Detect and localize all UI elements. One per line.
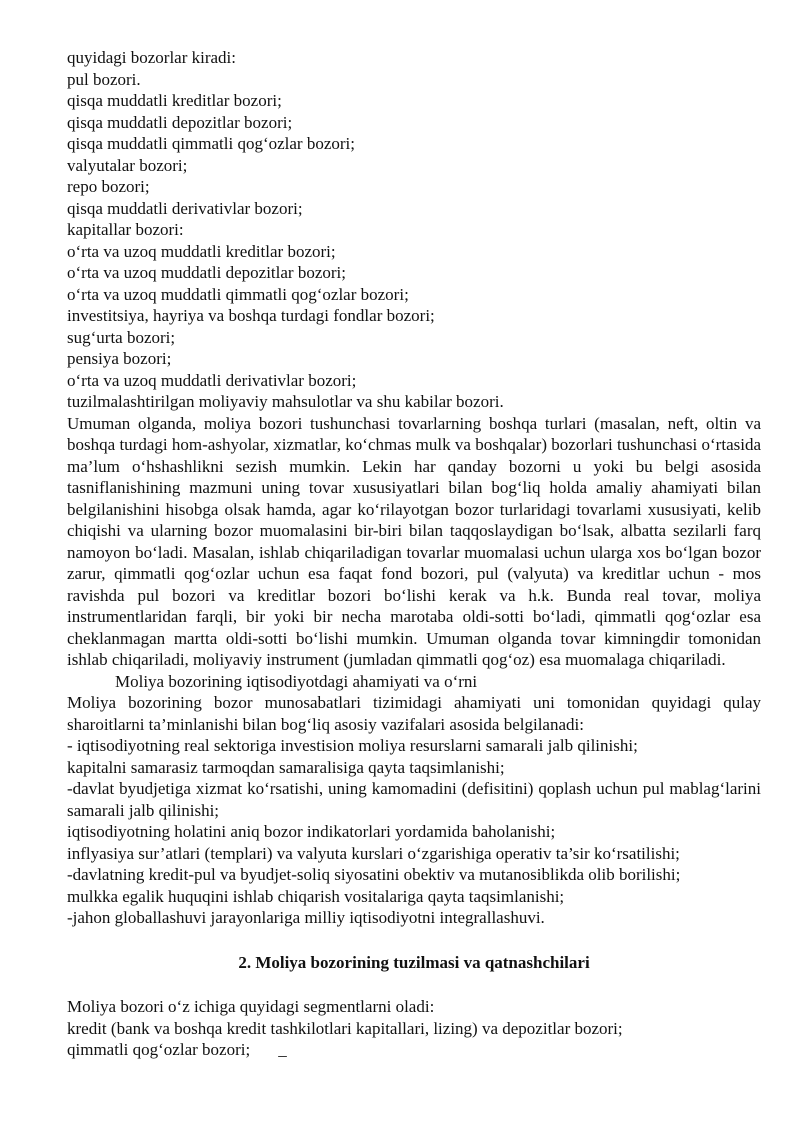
text-line: Moliya bozori o‘z ichiga quyidagi segmentlarni oladi:	[67, 997, 435, 1016]
text-line: kapitallar bozori:	[67, 220, 184, 239]
text-line: quyidagi bozorlar kiradi:	[67, 48, 237, 67]
subheading: Moliya bozorining iqtisodiyotdagi ahamiyati va o‘rni	[115, 671, 478, 691]
list-item	[67, 1039, 761, 1061]
list-item: repo bozori;	[67, 177, 150, 196]
text-cursor-mark: _	[278, 1040, 287, 1059]
list-item: inflyasiya sur’atlari (templari) va valyuta kurslari o‘zgarishiga operativ ta’sir ko‘rsatilishi;	[67, 843, 680, 863]
section-heading: 2. Moliya bozorining tuzilmasi va qatnashchilari	[238, 952, 590, 972]
list-item: qisqa muddatli derivativlar bozori;	[67, 198, 303, 218]
list-item: pensiya bozori;	[67, 349, 172, 368]
list-item: o‘rta va uzoq muddatli derivativlar bozori;	[67, 370, 357, 390]
list-item: tuzilmalashtirilgan moliyaviy mahsulotlar va shu kabilar bozori.	[67, 392, 504, 411]
list-item: kredit (bank va boshqa kredit tashkilotlari kapitallari, lizing) va depozitlar bozori;	[67, 1018, 623, 1038]
list-item: valyutalar bozori;	[67, 155, 188, 175]
list-item: -jahon globallashuvi jarayonlariga milliy iqtisodiyotni integrallashuvi.	[67, 908, 545, 927]
document-page	[67, 47, 761, 1061]
list-item: - iqtisodiyotning real sektoriga investision moliya resurslarni samarali jalb qilinishi;	[67, 736, 638, 755]
list-item: qisqa muddatli qimmatli qog‘ozlar bozori;	[67, 134, 355, 153]
text-line: pul bozori.	[67, 69, 141, 89]
list-item: sug‘urta bozori;	[67, 327, 176, 347]
list-item: -davlat byudjetiga xizmat ko‘rsatishi, uning kamomadini (defisitini) qoplash uchun pul mablag‘larini samarali jalb qilinishi;	[67, 779, 761, 820]
list-item: o‘rta va uzoq muddatli kreditlar bozori;	[67, 241, 336, 261]
list-item: investitsiya, hayriya va boshqa turdagi fondlar bozori;	[67, 306, 435, 325]
list-item: qisqa muddatli depozitlar bozori;	[67, 112, 293, 132]
body-paragraph: Moliya bozorining bozor munosabatlari tizimidagi ahamiyati uni tomonidan quyidagi qulay sharoitlarni ta’minlanishi bilan bog‘liq asosiy vazifalari asosida belgilanadi:	[67, 693, 761, 734]
list-item: qisqa muddatli kreditlar bozori;	[67, 91, 282, 110]
list-item: o‘rta va uzoq muddatli qimmatli qog‘ozlar bozori;	[67, 284, 409, 304]
list-item: -davlatning kredit-pul va byudjet-soliq siyosatini obektiv va mutanosiblikda olib borilishi;	[67, 865, 681, 884]
list-item: iqtisodiyotning holatini aniq bozor indikatorlari yordamida baholanishi;	[67, 822, 556, 841]
list-item-text: qimmatli qog‘ozlar bozori;	[67, 1040, 251, 1059]
body-paragraph: Umuman olganda, moliya bozori tushunchasi tovarlarning boshqa turlari (masalan, neft, oltin va boshqa turdagi hom-ashyolar, xizmatlar, ko‘chmas mulk va boshqalar) bozorlari tushunchasi o‘rtasida ma’lum o‘hshashlikni sezish mumkin. Lekin har qanday bozorni u yoki bu belgi asosida tasniflanishining mazmuni uning tovar xususiyatlari bilan bog‘liq holda amaliy ahamiyati bilan belgilanishini hisobga olsak hamda, agar ko‘rilayotgan bozor turlaridagi tovarlami xususiyati, kelib chiqishi va ularning bozor muomalasini bir-biri bilan taqqoslaydigan bo‘lsak, albatta sezilarli farq namoyon bo‘ladi. Masalan, ishlab chiqariladigan tovarlar muomalasi uchun ularga xos bo‘lgan bozor zarur, qimmatli qog‘ozlar uchun esa faqat fond bozori, pul (valyuta) va kreditlar uchun - mos ravishda pul bozori va kreditlar bozori bo‘lishi kerak va h.k. Bunda real tovar, moliya instrumentlaridan farqli, bir yoki bir necha marotaba oldi-sotti bo‘ladi, qimmatli qog‘ozlar esa cheklanmagan martta oldi-sotti bo‘lishi mumkin. Umuman olganda tovar kimningdir tomonidan ishlab chiqariladi, moliyaviy instrument (jumladan qimmatli qog‘oz) esa muomalaga chiqariladi.	[67, 413, 761, 669]
list-item: mulkka egalik huquqini ishlab chiqarish vositalariga qayta taqsimlanishi;	[67, 886, 565, 906]
list-item: kapitalni samarasiz tarmoqdan samaralisiga qayta taqsimlanishi;	[67, 757, 505, 777]
list-item: o‘rta va uzoq muddatli depozitlar bozori;	[67, 263, 346, 282]
